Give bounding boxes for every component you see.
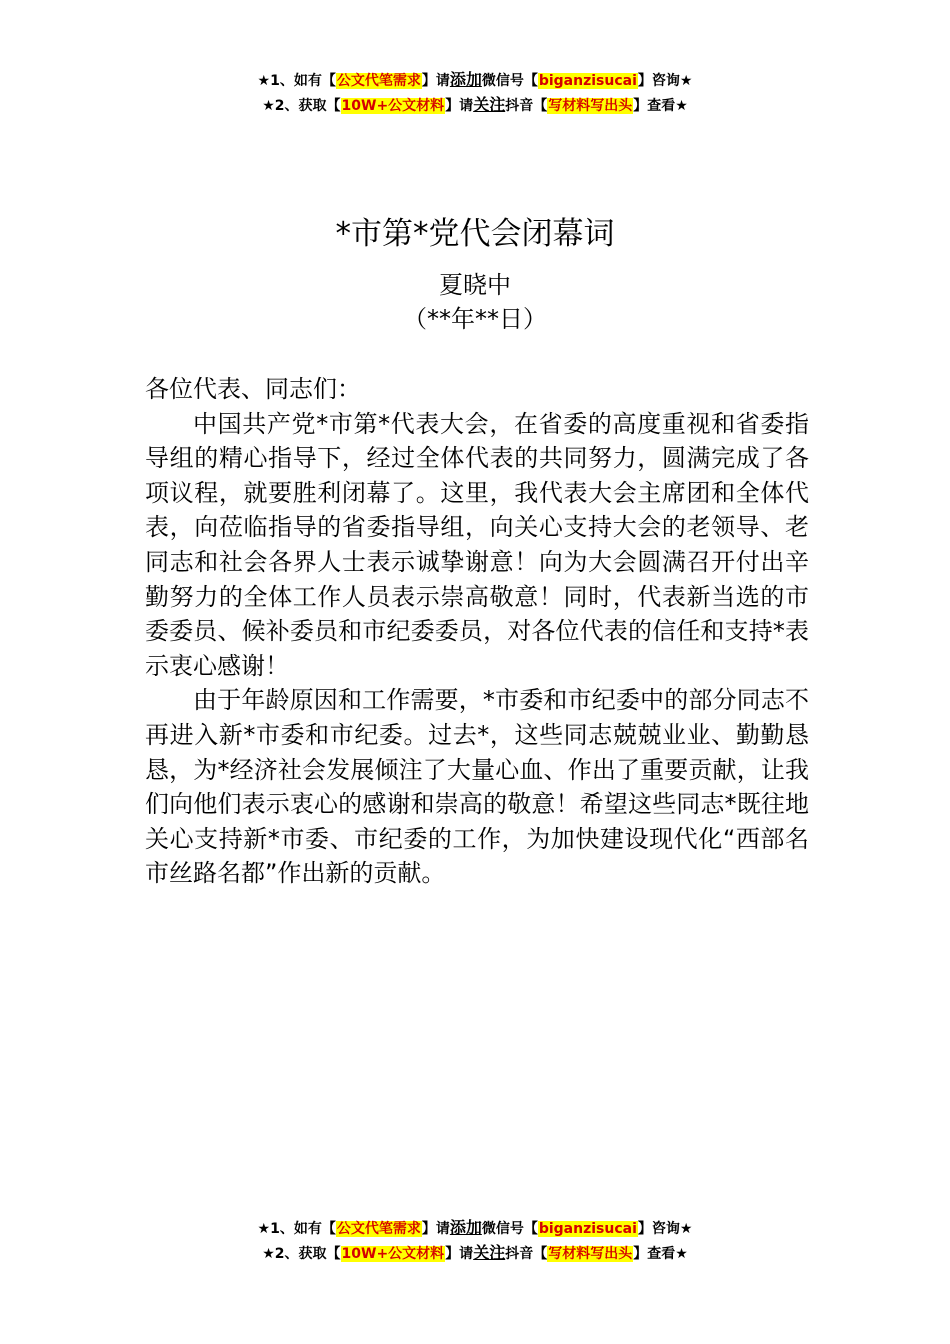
body-paragraph: 由于年龄原因和工作需要，*市委和市纪委中的部分同志不再进入新*市委和市纪委。过去*，这些同志兢兢业业、勤勤恳恳，为*经济社会发展倾注了大量心血、作出了重要贡献，让我们向他们表示衷心的感谢和崇高的敬意！希望这些同志*既往地关心支持新*市委、市纪委的工作，为加快建设现代化“西部名市丝路名都”作出新的贡献。 xyxy=(145,686,809,888)
body-paragraph: 中国共产党*市第*代表大会，在省委的高度重视和省委指导组的精心指导下，经过全体代表的共同努力，圆满完成了各项议程，就要胜利闭幕了。这里，我代表大会主席团和全体代表，向莅临指导的省委指导组，向关心支持大会的老领导、老同志和社会各界人士表示诚挚谢意！向为大会圆满召开付出辛勤努力的全体工作人员表示崇高敬意！同时，代表新当选的市委委员、候补委员和市纪委委员，对各位代表的信任和支持*表示衷心感谢！ xyxy=(145,409,809,680)
header-banner xyxy=(0,68,950,118)
banner-text: ★2、获取【 xyxy=(262,1246,341,1262)
banner-wechat-id: biganzisucai xyxy=(538,1221,637,1237)
banner-text: 】咨询★ xyxy=(637,73,693,89)
salutation: 各位代表、同志们： xyxy=(145,375,361,403)
banner-text: 】请 xyxy=(445,1246,474,1262)
banner-emphasis: 关注 xyxy=(473,95,506,114)
banner-text: 微信号【 xyxy=(481,73,538,89)
banner-douyin-id: 写材料写出头 xyxy=(548,98,633,114)
document-date: （**年**日） xyxy=(403,305,547,333)
banner-text: 】请 xyxy=(421,73,450,89)
banner-text: 微信号【 xyxy=(481,1221,538,1237)
document-title: *市第*党代会闭幕词 xyxy=(335,216,615,252)
banner-text: 】查看★ xyxy=(633,98,688,114)
document-body xyxy=(145,372,809,891)
banner-emphasis: 添加 xyxy=(449,70,482,89)
banner-emphasis: 关注 xyxy=(473,1243,506,1262)
banner-text: 】请 xyxy=(445,98,474,114)
banner-text: 】咨询★ xyxy=(637,1221,693,1237)
banner-douyin-id: 写材料写出头 xyxy=(548,1246,633,1262)
banner-highlight: 10W+公文材料 xyxy=(341,1246,445,1262)
banner-text: 】查看★ xyxy=(633,1246,688,1262)
banner-text: 抖音【 xyxy=(505,98,548,114)
banner-line-1 xyxy=(0,1216,950,1241)
banner-text: ★1、如有【 xyxy=(257,1221,336,1237)
banner-wechat-id: biganzisucai xyxy=(538,73,637,89)
banner-text: ★2、获取【 xyxy=(262,98,341,114)
banner-highlight: 公文代笔需求 xyxy=(336,73,421,89)
banner-text: 】请 xyxy=(421,1221,450,1237)
footer-banner xyxy=(0,1216,950,1266)
banner-line-2 xyxy=(0,93,950,118)
banner-emphasis: 添加 xyxy=(449,1218,482,1237)
banner-highlight: 10W+公文材料 xyxy=(341,98,445,114)
banner-text: 抖音【 xyxy=(505,1246,548,1262)
banner-line-1 xyxy=(0,68,950,93)
document-author: 夏晓中 xyxy=(439,271,511,299)
banner-line-2 xyxy=(0,1241,950,1266)
banner-text: ★1、如有【 xyxy=(257,73,336,89)
banner-highlight: 公文代笔需求 xyxy=(336,1221,421,1237)
